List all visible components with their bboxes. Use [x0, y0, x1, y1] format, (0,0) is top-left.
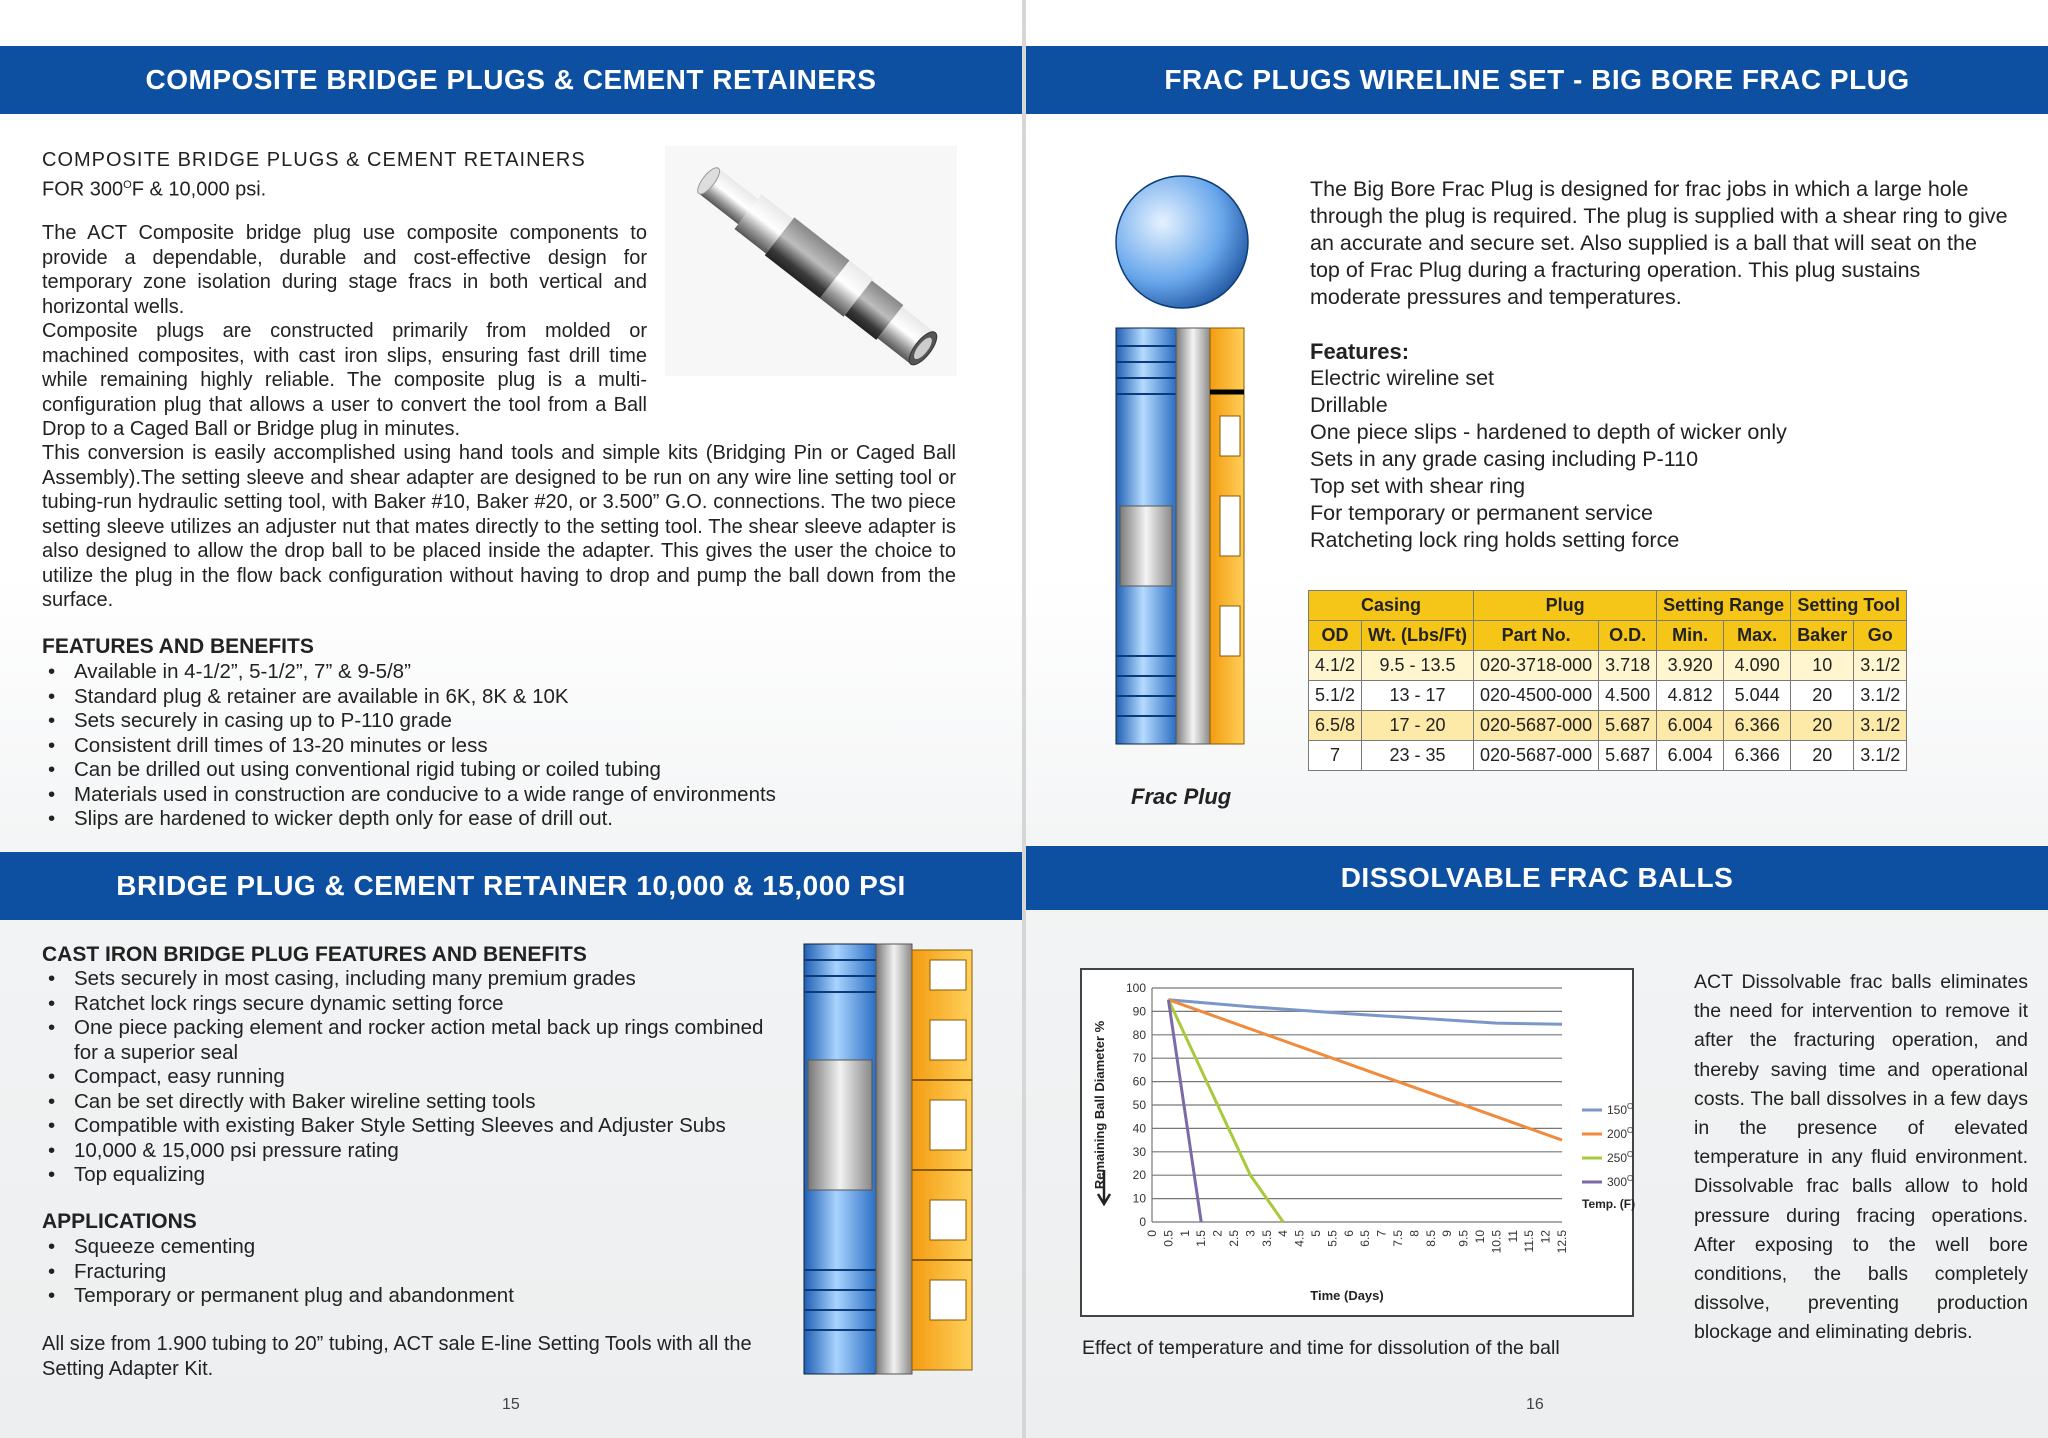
- dissolution-chart-svg: [1082, 970, 1636, 1315]
- cast-iron-feature-item: • Top equalizing: [42, 1163, 782, 1188]
- frac-feature-item: Sets in any grade casing including P-110: [1310, 447, 1699, 471]
- feature-item: • Standard plug & retainer are available in 6K, 8K & 10K: [42, 685, 942, 710]
- table-cell: 020-5687-000: [1474, 711, 1599, 741]
- banner-title: FRAC PLUGS WIRELINE SET - BIG BORE FRAC PLUG: [1164, 64, 1910, 95]
- cast-iron-feature-item: • 10,000 & 15,000 psi pressure rating: [42, 1139, 782, 1164]
- legend-title: Temp. (F): [1582, 1197, 1636, 1211]
- frac-ball-icon: [1116, 176, 1248, 308]
- table-cell: 17 - 20: [1362, 711, 1474, 741]
- feature-item: • Slips are hardened to wicker depth only for ease of drill out.: [42, 807, 942, 832]
- table-cell: 5.687: [1599, 711, 1657, 741]
- feature-item: • Materials used in construction are conducive to a wide range of environments: [42, 783, 942, 808]
- y-tick-label: 100: [1125, 981, 1146, 995]
- x-tick-label: 11.5: [1522, 1230, 1537, 1253]
- composite-para-2: Composite plugs are constructed primarily from molded or machined composites, with cast iron slips, ensuring fast drill time while remaining highly reliable. The composite plug is a multi-configuration plug that allows a user to convert the tool from a Ball Drop to a Caged Ball or Bridge plug in minutes.: [42, 320, 647, 440]
- table-cell: 5.1/2: [1309, 681, 1362, 711]
- table-cell: 6.004: [1657, 711, 1724, 741]
- column-header: Part No.: [1474, 621, 1599, 651]
- banner-composite-bridge-plugs: [0, 46, 1022, 114]
- table-cell: 7: [1309, 741, 1362, 771]
- y-tick-label: 40: [1132, 1121, 1146, 1136]
- column-header: Go: [1854, 621, 1907, 651]
- frac-feature-item: Drillable: [1310, 393, 1388, 417]
- x-tick-label: 1: [1177, 1230, 1192, 1237]
- table-cell: 6.5/8: [1309, 711, 1362, 741]
- table-cell: 020-3718-000: [1474, 651, 1599, 681]
- x-tick-label: 0.5: [1161, 1230, 1176, 1247]
- frac-features-heading: Features:: [1310, 339, 1410, 364]
- x-tick-label: 11: [1505, 1230, 1520, 1243]
- x-tick-label: 6: [1341, 1230, 1356, 1237]
- column-header: Min.: [1657, 621, 1724, 651]
- frac-plug-illustration: [1110, 176, 1280, 776]
- x-tick-label: 1.5: [1194, 1230, 1209, 1247]
- table-cell: 4.1/2: [1309, 651, 1362, 681]
- y-tick-label: 30: [1132, 1144, 1146, 1159]
- x-tick-label: 4: [1276, 1230, 1291, 1237]
- x-tick-label: 10: [1473, 1230, 1487, 1244]
- x-tick-label: 2.5: [1227, 1230, 1241, 1247]
- y-tick-label: 0: [1139, 1215, 1146, 1229]
- page-number: 15: [502, 1396, 520, 1413]
- banner-title: COMPOSITE BRIDGE PLUGS & CEMENT RETAINERS: [145, 64, 877, 95]
- legend-label: $150^O$: [1607, 1102, 1634, 1117]
- cast-iron-feature-item: • Compact, easy running: [42, 1065, 782, 1090]
- group-header-setting-range: Setting Range: [1657, 591, 1791, 621]
- composite-plug-photo: [665, 146, 957, 376]
- intro-line-1: COMPOSITE BRIDGE PLUGS & CEMENT RETAINERS: [42, 149, 586, 171]
- composite-para-1: The ACT Composite bridge plug use composite components to provide a dependable, durable and cost-effective design for temporary zone isolation during stage fracs in both vertical and horizontal wells.: [42, 222, 647, 318]
- y-tick-label: 70: [1132, 1051, 1146, 1066]
- left-page: [0, 0, 1022, 1438]
- x-tick-label: 10.5: [1489, 1230, 1504, 1254]
- legend-label: $300^O$: [1607, 1174, 1634, 1189]
- table-cell: 3.1/2: [1854, 741, 1907, 771]
- table-cell: 3.718: [1599, 651, 1657, 681]
- table-row: [1309, 651, 1907, 681]
- table-row: [1309, 741, 1907, 771]
- column-header: Max.: [1724, 621, 1791, 651]
- table-cell: 6.004: [1657, 741, 1724, 771]
- composite-plug-image: [665, 146, 957, 376]
- frac-plug-spec-table: [1308, 590, 1907, 771]
- intro-heading: [42, 148, 647, 202]
- table-cell: 3.1/2: [1854, 681, 1907, 711]
- feature-item: • Consistent drill times of 13-20 minutes or less: [42, 734, 942, 759]
- cast-iron-feature-item: • Ratchet lock rings secure dynamic setting force: [42, 992, 782, 1017]
- group-header-setting-tool: Setting Tool: [1791, 591, 1907, 621]
- page-number: 16: [1526, 1396, 1544, 1413]
- column-header: O.D.: [1599, 621, 1657, 651]
- application-item: • Fracturing: [42, 1260, 782, 1285]
- table-cell: 5.687: [1599, 741, 1657, 771]
- y-tick-label: 60: [1132, 1074, 1146, 1089]
- column-header: Baker: [1791, 621, 1854, 651]
- frac-feature-item: Electric wireline set: [1310, 366, 1494, 390]
- series-line-200: [1168, 1000, 1562, 1140]
- intro-line-2: [42, 173, 647, 202]
- table-cell: 5.044: [1724, 681, 1791, 711]
- dissolution-chart: [1080, 968, 1634, 1317]
- degree-symbol: O: [123, 178, 132, 191]
- group-header-casing: Casing: [1309, 591, 1474, 621]
- table-cell: 10: [1791, 651, 1854, 681]
- table-cell: 6.366: [1724, 741, 1791, 771]
- frac-feature-item: Ratcheting lock ring holds setting force: [1310, 528, 1680, 552]
- x-tick-label: 9.5: [1456, 1230, 1471, 1247]
- frac-feature-item: One piece slips - hardened to depth of wicker only: [1310, 420, 1787, 444]
- table-cell: 20: [1791, 681, 1854, 711]
- x-tick-label: 12.5: [1555, 1230, 1569, 1254]
- column-header: Wt. (Lbs/Ft): [1362, 621, 1474, 651]
- x-tick-label: 0: [1145, 1230, 1159, 1237]
- table-cell: 020-5687-000: [1474, 741, 1599, 771]
- application-item: • Temporary or permanent plug and abandonment: [42, 1284, 782, 1309]
- table-row: [1309, 711, 1907, 741]
- feature-item: • Sets securely in casing up to P-110 grade: [42, 709, 942, 734]
- table-cell: 20: [1791, 741, 1854, 771]
- y-axis-label: Remaining Ball Diameter %: [1092, 1020, 1107, 1190]
- table-cell: 6.366: [1724, 711, 1791, 741]
- setting-tools-note: All size from 1.900 tubing to 20” tubing, ACT sale E-line Setting Tools with all the Setting Adapter Kit.: [42, 1333, 752, 1380]
- group-header-plug: Plug: [1474, 591, 1657, 621]
- feature-item: • Can be drilled out using conventional rigid tubing or coiled tubing: [42, 758, 942, 783]
- bridge-plug-cutaway-illustration: [800, 940, 980, 1380]
- table-cell: 020-4500-000: [1474, 681, 1599, 711]
- cast-iron-features-list: [42, 967, 782, 1188]
- features-list: [42, 660, 942, 832]
- frac-feature-item: For temporary or permanent service: [1310, 501, 1653, 525]
- table-cell: 3.1/2: [1854, 711, 1907, 741]
- banner-bridge-plug-cement-retainer: [0, 852, 1022, 920]
- y-tick-label: 20: [1132, 1168, 1146, 1183]
- x-tick-label: 12: [1538, 1230, 1553, 1244]
- frac-plug-caption: Frac Plug: [1131, 784, 1232, 809]
- cast-iron-feature-item: • Compatible with existing Baker Style Setting Sleeves and Adjuster Subs: [42, 1114, 782, 1139]
- x-tick-label: 5.5: [1325, 1230, 1340, 1247]
- x-tick-label: 5: [1309, 1230, 1323, 1237]
- table-cell: 9.5 - 13.5: [1362, 651, 1474, 681]
- table-cell: 4.500: [1599, 681, 1657, 711]
- frac-feature-item: Top set with shear ring: [1310, 474, 1526, 498]
- composite-para-3: This conversion is easily accomplished using hand tools and simple kits (Bridging Pin or Caged Ball Assembly).The setting sleeve and shear adapter are designed to be run on any wire line setting tool or tubing-run hydraulic setting tool, with Baker #10, Baker #20, or 3.500” G.O. connections. The two piece setting sleeve utilizes an adjuster nut that mates directly to the setting tool. The shear sleeve adapter is also designed to allow the drop ball to be placed inside the adapter. This gives the user the choice to utilize the plug in the flow back configuration without having to drop and pump the ball down from the surface.: [42, 442, 956, 611]
- table-cell: 23 - 35: [1362, 741, 1474, 771]
- x-tick-label: 6.5: [1358, 1230, 1373, 1247]
- y-tick-label: 90: [1132, 1004, 1146, 1019]
- banner-title: BRIDGE PLUG & CEMENT RETAINER 10,000 & 15,000 PSI: [116, 870, 906, 901]
- table-cell: 4.090: [1724, 651, 1791, 681]
- y-tick-label: 50: [1132, 1098, 1146, 1112]
- intro-line-2-pre: FOR 300: [42, 178, 124, 201]
- big-bore-description: The Big Bore Frac Plug is designed for frac jobs in which a large hole through the plug is required. The plug is supplied with a shear ring to give an accurate and secure set. Also supplied is a ball that will seat on the top of Frac Plug during a fracturing operation. This plug sustains moderate pressures and temperatures.: [1310, 177, 2008, 309]
- x-tick-label: 9: [1440, 1230, 1455, 1237]
- x-tick-label: 4.5: [1292, 1230, 1307, 1247]
- column-header: OD: [1309, 621, 1362, 651]
- y-tick-label: 10: [1132, 1191, 1146, 1206]
- x-tick-label: 7.5: [1391, 1230, 1405, 1247]
- legend-label: $200^O$: [1607, 1126, 1634, 1141]
- applications-heading: APPLICATIONS: [42, 1210, 197, 1233]
- table-cell: 3.1/2: [1854, 651, 1907, 681]
- applications-list: [42, 1235, 782, 1309]
- x-tick-label: 8: [1407, 1230, 1422, 1237]
- x-tick-label: 2: [1210, 1230, 1225, 1237]
- x-tick-label: 7: [1374, 1230, 1389, 1237]
- cast-iron-feature-item: • Sets securely in most casing, including many premium grades: [42, 967, 782, 992]
- table-cell: 20: [1791, 711, 1854, 741]
- banner-dissolvable-frac-balls: [1026, 846, 2048, 910]
- banner-title: DISSOLVABLE FRAC BALLS: [1340, 862, 1734, 893]
- x-axis-label: Time (Days): [1310, 1288, 1384, 1303]
- cast-iron-feature-item: • Can be set directly with Baker wireline setting tools: [42, 1090, 782, 1115]
- y-tick-label: 80: [1132, 1027, 1146, 1042]
- x-tick-label: 3: [1243, 1230, 1258, 1237]
- cast-iron-feature-item: • One piece packing element and rocker action metal back up rings combined for a superior seal: [42, 1016, 782, 1065]
- chart-caption: Effect of temperature and time for dissolution of the ball: [1082, 1337, 1560, 1359]
- table-row: [1309, 681, 1907, 711]
- intro-line-2-post: F & 10,000 psi.: [131, 178, 267, 201]
- dissolvable-balls-text: ACT Dissolvable frac balls eliminates the need for intervention to remove it after the fracturing operation, and thereby saving time and operational costs. The ball dissolves in a few days in the presence of elevated temperature in any fluid environment. Dissolvable frac balls allow to hold pressure during fracing operations. After exposing to the well bore conditions, the balls completely dissolve, preventing production blockage and eliminating debris.: [1694, 971, 2028, 1344]
- application-item: • Squeeze cementing: [42, 1235, 782, 1260]
- table-cell: 3.920: [1657, 651, 1724, 681]
- features-heading: FEATURES AND BENEFITS: [42, 635, 314, 658]
- x-tick-label: 8.5: [1423, 1230, 1438, 1247]
- table-cell: 4.812: [1657, 681, 1724, 711]
- cast-iron-heading: CAST IRON BRIDGE PLUG FEATURES AND BENEFITS: [42, 943, 587, 966]
- banner-frac-plugs: [1026, 46, 2048, 114]
- table-cell: 13 - 17: [1362, 681, 1474, 711]
- frac-features-list: [1310, 365, 2010, 554]
- x-tick-label: 3.5: [1259, 1230, 1274, 1247]
- feature-item: • Available in 4-1/2”, 5-1/2”, 7” & 9-5/8”: [42, 660, 942, 685]
- legend-label: $250^O$: [1607, 1150, 1634, 1165]
